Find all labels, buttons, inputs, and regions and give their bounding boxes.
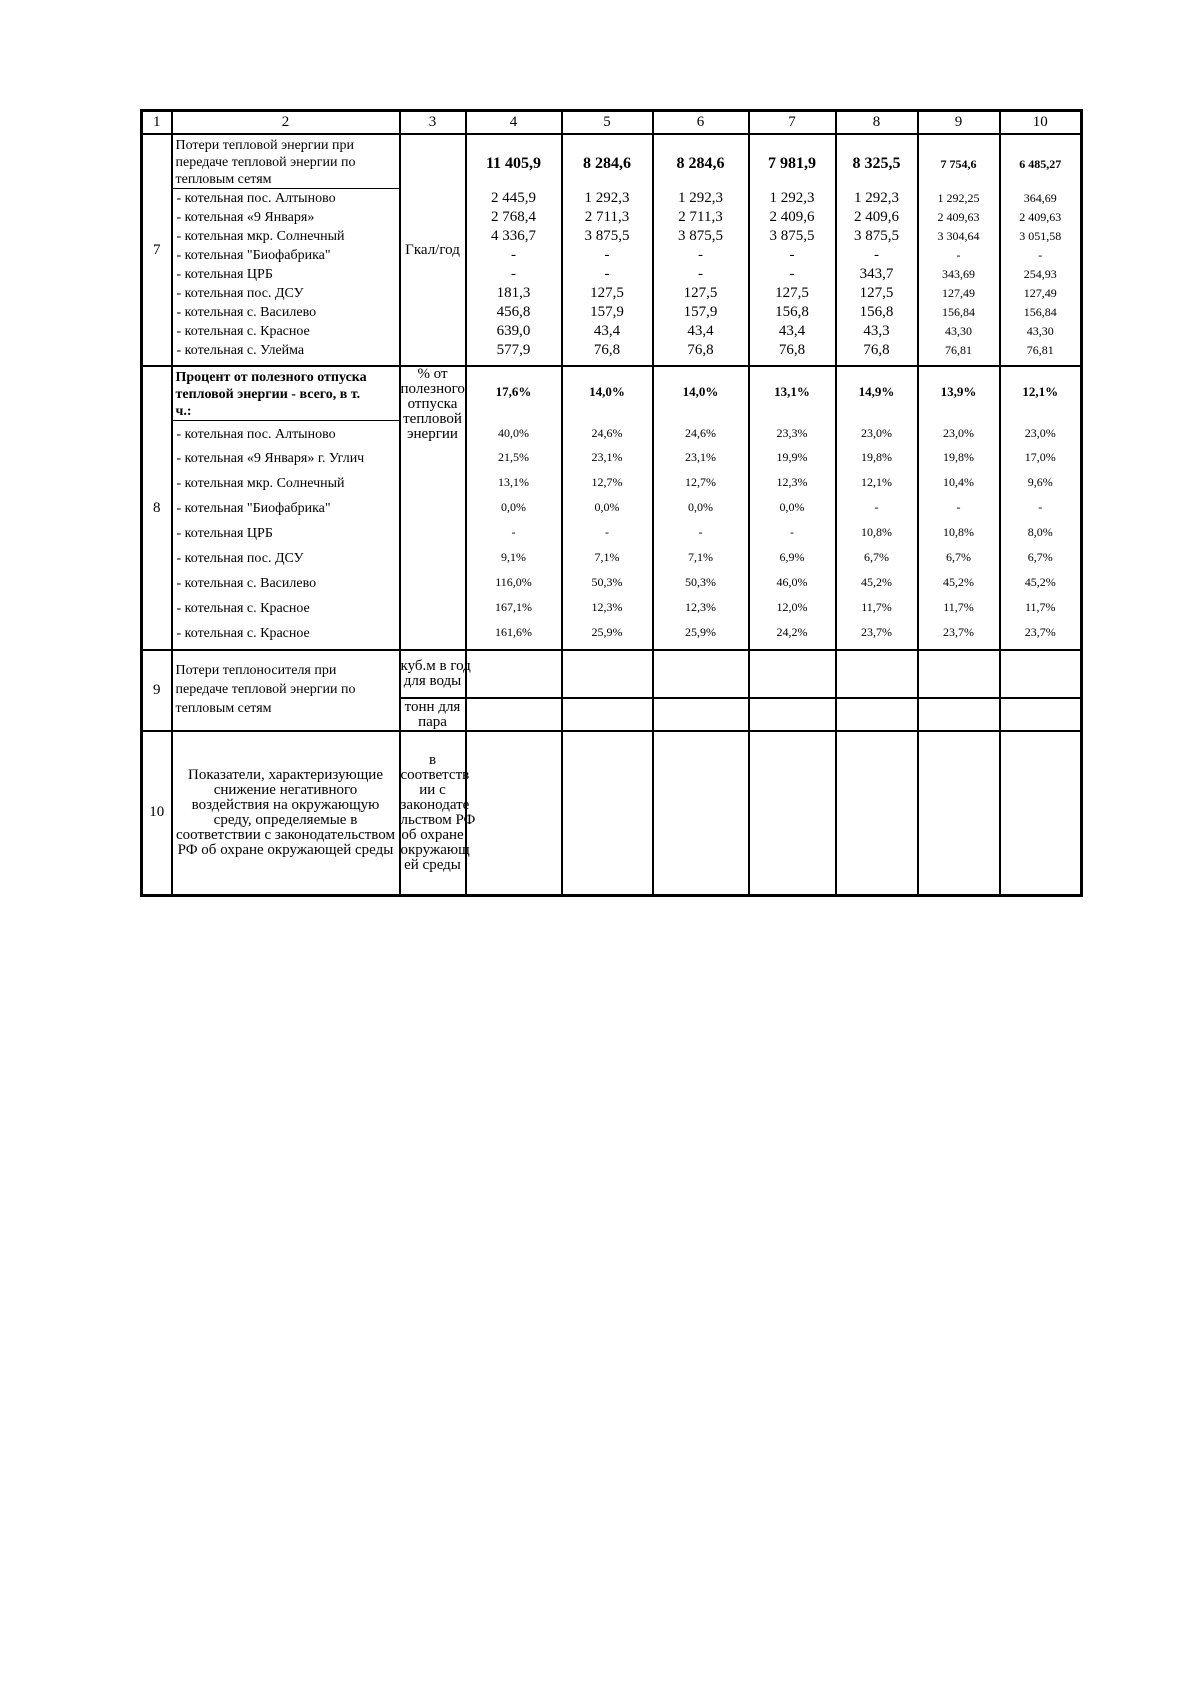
row-9-description: Потери теплоносителя при передаче тепловой энергии по тепловым сетям [172, 650, 400, 731]
boiler-values [563, 189, 652, 360]
empty-cell [836, 731, 918, 895]
total-percent: 14,0% [589, 384, 625, 399]
value-cell: 156,8 [859, 304, 894, 320]
empty-cell [749, 698, 836, 731]
boiler-values [654, 189, 748, 360]
value-cell: 2 409,63 [1019, 210, 1062, 224]
percent-cell: 25,9% [685, 625, 716, 639]
percent-cell: 50,3% [685, 575, 716, 589]
empty-cell [836, 698, 918, 731]
total-percent: 13,1% [774, 384, 810, 399]
boiler-label: - котельная мкр. Солнечный [176, 229, 345, 244]
percent-cell: 45,2% [1024, 575, 1056, 589]
value-cell: - [789, 266, 795, 282]
row-7 [142, 134, 1082, 366]
percent-stack [467, 367, 561, 645]
row-number: 10 [142, 731, 172, 895]
value-cell: 156,84 [942, 305, 975, 319]
row-7-description [172, 134, 400, 366]
value-cell: - [1038, 248, 1043, 262]
value-cell: 3 051,58 [1019, 229, 1062, 243]
boiler-label: - котельная пос. Алтыново [176, 191, 336, 206]
header-cell: 6 [653, 111, 749, 135]
percent-cell: 7,1% [594, 550, 620, 564]
value-cell: 76,8 [593, 342, 621, 358]
percent-cell: 9,1% [501, 550, 526, 564]
boiler-percents [467, 421, 561, 645]
boiler-label: - котельная «9 Января» [176, 210, 315, 225]
percent-cell: 10,8% [861, 525, 892, 539]
boiler-label: - котельная "Биофабрика" [176, 501, 331, 516]
percent-cell: 19,8% [861, 450, 892, 464]
percent-cell: 12,3% [776, 475, 808, 489]
value-cell: 1 292,3 [678, 190, 723, 206]
value-stack [1001, 135, 1081, 360]
header-cell: 1 [142, 111, 172, 135]
percent-cell: 9,6% [1027, 475, 1053, 489]
row-title: Процент от полезного отпуска тепловой энергии - всего, в т. ч.: [173, 367, 399, 421]
percent-cell: 23,1% [685, 450, 716, 464]
total-value: 8 325,5 [852, 155, 901, 172]
boiler-label: - котельная с. Красное [176, 601, 310, 616]
header-cell: 7 [749, 111, 836, 135]
header-cell: 9 [918, 111, 1000, 135]
percent-cell: 23,7% [943, 625, 974, 639]
boiler-values [750, 189, 835, 360]
empty-cell [918, 731, 1000, 895]
percent-cell: 40,0% [498, 426, 529, 440]
boiler-label: - котельная мкр. Солнечный [176, 476, 345, 491]
empty-cell [1000, 731, 1082, 895]
percent-cell: - [956, 500, 961, 514]
unit-cell: куб.м в год для воды [400, 650, 466, 698]
empty-cell [918, 650, 1000, 698]
boiler-percents [837, 421, 917, 645]
total-value: 6 485,27 [1019, 157, 1062, 171]
value-cell: 1 292,3 [584, 190, 630, 206]
percent-cell: 23,0% [943, 426, 974, 440]
boiler-label: - котельная пос. ДСУ [176, 551, 304, 566]
percent-cell: 0,0% [501, 500, 526, 514]
value-cell: 76,8 [687, 342, 714, 358]
percent-cell: 6,7% [864, 550, 889, 564]
heat-loss-table [140, 109, 1083, 897]
row-number: 8 [142, 366, 172, 650]
percent-column [1000, 366, 1082, 650]
value-cell: 364,69 [1023, 191, 1057, 205]
percent-cell: 45,2% [861, 575, 892, 589]
percent-cell: 17,0% [1024, 450, 1056, 464]
value-stack [837, 135, 917, 360]
percent-stack [563, 367, 652, 645]
boiler-label: - котельная с. Василево [176, 576, 317, 591]
value-cell: - [874, 247, 879, 263]
percent-cell: - [874, 500, 879, 514]
value-cell: 343,69 [942, 267, 975, 281]
unit-cell: в соответств ии с законодате льством РФ об охране окружающ ей среды [400, 731, 466, 895]
percent-cell: 12,0% [776, 600, 808, 614]
percent-cell: 23,7% [861, 625, 892, 639]
boiler-values [1001, 189, 1081, 360]
value-cell: 639,0 [496, 323, 531, 339]
percent-cell: 25,9% [591, 625, 623, 639]
value-cell: 76,8 [778, 342, 806, 358]
value-cell: 456,8 [496, 304, 531, 320]
percent-cell: 6,7% [946, 550, 971, 564]
percent-cell: 23,0% [861, 426, 892, 440]
row-number: 7 [142, 134, 172, 366]
value-cell: 76,81 [1026, 343, 1054, 357]
value-cell: 181,3 [496, 285, 531, 301]
empty-cell [836, 650, 918, 698]
percent-cell: 10,4% [943, 475, 974, 489]
boiler-label: - котельная пос. ДСУ [176, 286, 304, 301]
value-cell: 3 875,5 [584, 228, 630, 244]
percent-cell: - [698, 525, 703, 539]
header-cell: 10 [1000, 111, 1082, 135]
percent-cell: 116,0% [495, 575, 532, 589]
boiler-label: - котельная "Биофабрика" [176, 248, 331, 263]
value-cell: - [604, 266, 610, 282]
value-cell: 127,49 [1023, 286, 1057, 300]
empty-cell [1000, 650, 1082, 698]
value-cell: - [698, 266, 703, 282]
total-value: 7 754,6 [940, 157, 977, 171]
value-cell: 3 875,5 [769, 228, 815, 244]
boiler-values [837, 189, 917, 360]
total-percent: 13,9% [940, 384, 977, 399]
boiler-label: - котельная с. Красное [176, 324, 310, 339]
percent-cell: - [790, 525, 794, 539]
percent-stack [919, 367, 999, 645]
empty-cell [1000, 698, 1082, 731]
percent-cell: 167,1% [495, 600, 532, 614]
percent-column [836, 366, 918, 650]
percent-stack [837, 367, 917, 645]
value-cell: 156,84 [1023, 305, 1057, 319]
percent-cell: 6,7% [1027, 550, 1053, 564]
boiler-list [173, 421, 399, 645]
value-cell: 127,49 [942, 286, 975, 300]
percent-cell: 0,0% [779, 500, 805, 514]
value-cell: 3 875,5 [854, 228, 899, 244]
percent-cell: 13,1% [498, 475, 529, 489]
empty-cell [466, 731, 562, 895]
percent-column [749, 366, 836, 650]
percent-cell: 23,1% [591, 450, 623, 464]
boiler-label: - котельная с. Улейма [176, 343, 305, 358]
header-cell: 4 [466, 111, 562, 135]
percent-cell: 12,7% [591, 475, 623, 489]
percent-cell: 11,7% [1024, 600, 1056, 614]
empty-cell [653, 650, 749, 698]
empty-cell [749, 731, 836, 895]
total-percent: 14,0% [682, 384, 719, 399]
percent-cell: 0,0% [688, 500, 713, 514]
empty-cell [562, 650, 653, 698]
empty-cell [466, 650, 562, 698]
percent-cell: 24,6% [591, 426, 623, 440]
percent-cell: - [511, 525, 516, 539]
value-cell: 76,8 [863, 342, 890, 358]
percent-cell: 11,7% [943, 600, 974, 614]
percent-cell: 19,9% [776, 450, 808, 464]
value-cell: - [511, 247, 516, 263]
unit-cell: % от полезного отпуска тепловой энергии [400, 366, 466, 650]
empty-cell [749, 650, 836, 698]
value-cell: 157,9 [590, 304, 624, 320]
value-cell: 2 409,6 [769, 209, 815, 225]
percent-cell: - [605, 525, 609, 539]
value-stack [750, 135, 835, 360]
percent-column [466, 366, 562, 650]
total-value: 7 981,9 [768, 155, 816, 172]
empty-cell [653, 698, 749, 731]
row-8 [142, 366, 1082, 650]
boiler-label: - котельная «9 Января» г. Углич [176, 451, 365, 466]
percent-cell: 11,7% [861, 600, 892, 614]
percent-cell: 23,0% [1024, 426, 1056, 440]
header-cell: 8 [836, 111, 918, 135]
boiler-label: - котельная ЦРБ [176, 267, 273, 282]
value-cell: 3 304,64 [937, 229, 980, 243]
total-percent: 17,6% [495, 384, 532, 399]
value-cell: 43,4 [778, 323, 806, 339]
percent-cell: - [1038, 500, 1043, 514]
value-cell: - [698, 247, 703, 263]
percent-cell: 12,3% [685, 600, 716, 614]
value-cell: 3 875,5 [678, 228, 723, 244]
percent-cell: 24,6% [685, 426, 716, 440]
value-cell: 43,3 [863, 323, 890, 339]
total-value: 8 284,6 [676, 155, 725, 172]
header-cell: 5 [562, 111, 653, 135]
percent-cell: 8,0% [1027, 525, 1053, 539]
percent-cell: 46,0% [776, 575, 808, 589]
value-cell: 1 292,25 [937, 191, 980, 205]
value-column [836, 134, 918, 366]
percent-cell: 12,3% [591, 600, 623, 614]
value-column [466, 134, 562, 366]
value-cell: 254,93 [1023, 267, 1057, 281]
boiler-values [919, 189, 999, 360]
percent-cell: 0,0% [594, 500, 620, 514]
value-column [653, 134, 749, 366]
percent-cell: 23,7% [1024, 625, 1056, 639]
value-stack [919, 135, 999, 360]
boiler-label: - котельная ЦРБ [176, 526, 273, 541]
value-cell: 2 768,4 [491, 209, 536, 225]
value-cell: 157,9 [683, 304, 718, 320]
boiler-percents [563, 421, 652, 645]
percent-cell: 23,3% [776, 426, 808, 440]
boiler-percents [919, 421, 999, 645]
percent-cell: 161,6% [495, 625, 532, 639]
percent-cell: 24,2% [776, 625, 808, 639]
percent-cell: 12,1% [861, 475, 892, 489]
value-cell: 577,9 [496, 342, 531, 358]
value-column [749, 134, 836, 366]
header-row [142, 111, 1082, 135]
value-cell: 2 711,3 [678, 209, 723, 225]
empty-cell [562, 698, 653, 731]
value-cell: 76,81 [945, 343, 972, 357]
value-cell: 2 445,9 [491, 190, 536, 206]
percent-column [653, 366, 749, 650]
row-10-description: Показатели, характеризующие снижение негативного воздействия на окружающую среду, определяемые в соответствии с законодательством РФ об охране окружающей среды [172, 731, 400, 895]
value-cell: 1 292,3 [769, 190, 815, 206]
empty-cell [466, 698, 562, 731]
percent-cell: 19,8% [943, 450, 974, 464]
header-cell: 2 [172, 111, 400, 135]
percent-column [918, 366, 1000, 650]
value-cell: 43,30 [1026, 324, 1054, 338]
percent-cell: 45,2% [943, 575, 974, 589]
percent-column [562, 366, 653, 650]
empty-cell [653, 731, 749, 895]
value-stack [654, 135, 748, 360]
percent-cell: 12,7% [685, 475, 716, 489]
total-value: 8 284,6 [583, 155, 631, 172]
boiler-label: - котельная с. Василево [176, 305, 317, 320]
value-cell: 43,4 [593, 323, 621, 339]
value-cell: 127,5 [590, 285, 624, 301]
value-cell: 127,5 [775, 285, 809, 301]
boiler-values [467, 189, 561, 360]
row-8-description [172, 366, 400, 650]
value-stack [563, 135, 652, 360]
row-10 [142, 731, 1082, 895]
row-number: 9 [142, 650, 172, 731]
value-cell: 43,4 [687, 323, 714, 339]
percent-cell: 10,8% [943, 525, 974, 539]
value-cell: 127,5 [683, 285, 718, 301]
value-cell: 2 409,63 [937, 210, 980, 224]
empty-cell [918, 698, 1000, 731]
value-cell: - [956, 248, 961, 262]
empty-cell [562, 731, 653, 895]
value-cell: 2 409,6 [854, 209, 899, 225]
percent-cell: 6,9% [779, 550, 805, 564]
row-title: Потери тепловой энергии при передаче тепловой энергии по тепловым сетям [173, 135, 399, 189]
percent-stack [654, 367, 748, 645]
value-cell: 4 336,7 [491, 228, 536, 244]
value-cell: 127,5 [859, 285, 894, 301]
boiler-percents [654, 421, 748, 645]
value-cell: - [789, 247, 795, 263]
value-stack [467, 135, 561, 360]
total-value: 11 405,9 [485, 155, 542, 172]
value-cell: 43,30 [945, 324, 972, 338]
value-cell: 1 292,3 [854, 190, 899, 206]
boiler-label: - котельная пос. Алтыново [176, 427, 336, 442]
value-cell: - [511, 266, 516, 282]
value-column [918, 134, 1000, 366]
boiler-percents [750, 421, 835, 645]
value-cell: 343,7 [859, 266, 894, 282]
percent-stack [750, 367, 835, 645]
percent-stack [1001, 367, 1081, 645]
boiler-percents [1001, 421, 1081, 645]
percent-cell: 50,3% [591, 575, 623, 589]
boiler-label: - котельная с. Красное [176, 626, 310, 641]
value-cell: 156,8 [775, 304, 809, 320]
boiler-list [173, 189, 399, 360]
value-column [1000, 134, 1082, 366]
total-percent: 12,1% [1022, 384, 1059, 399]
row-9-water [142, 650, 1082, 698]
value-column [562, 134, 653, 366]
unit-cell: тонн для пара [400, 698, 466, 731]
value-cell: - [604, 247, 610, 263]
value-cell: 2 711,3 [584, 209, 630, 225]
total-percent: 14,9% [858, 384, 895, 399]
header-cell: 3 [400, 111, 466, 135]
percent-cell: 21,5% [498, 450, 529, 464]
unit-cell: Гкал/год [400, 134, 466, 366]
percent-cell: 7,1% [688, 550, 713, 564]
